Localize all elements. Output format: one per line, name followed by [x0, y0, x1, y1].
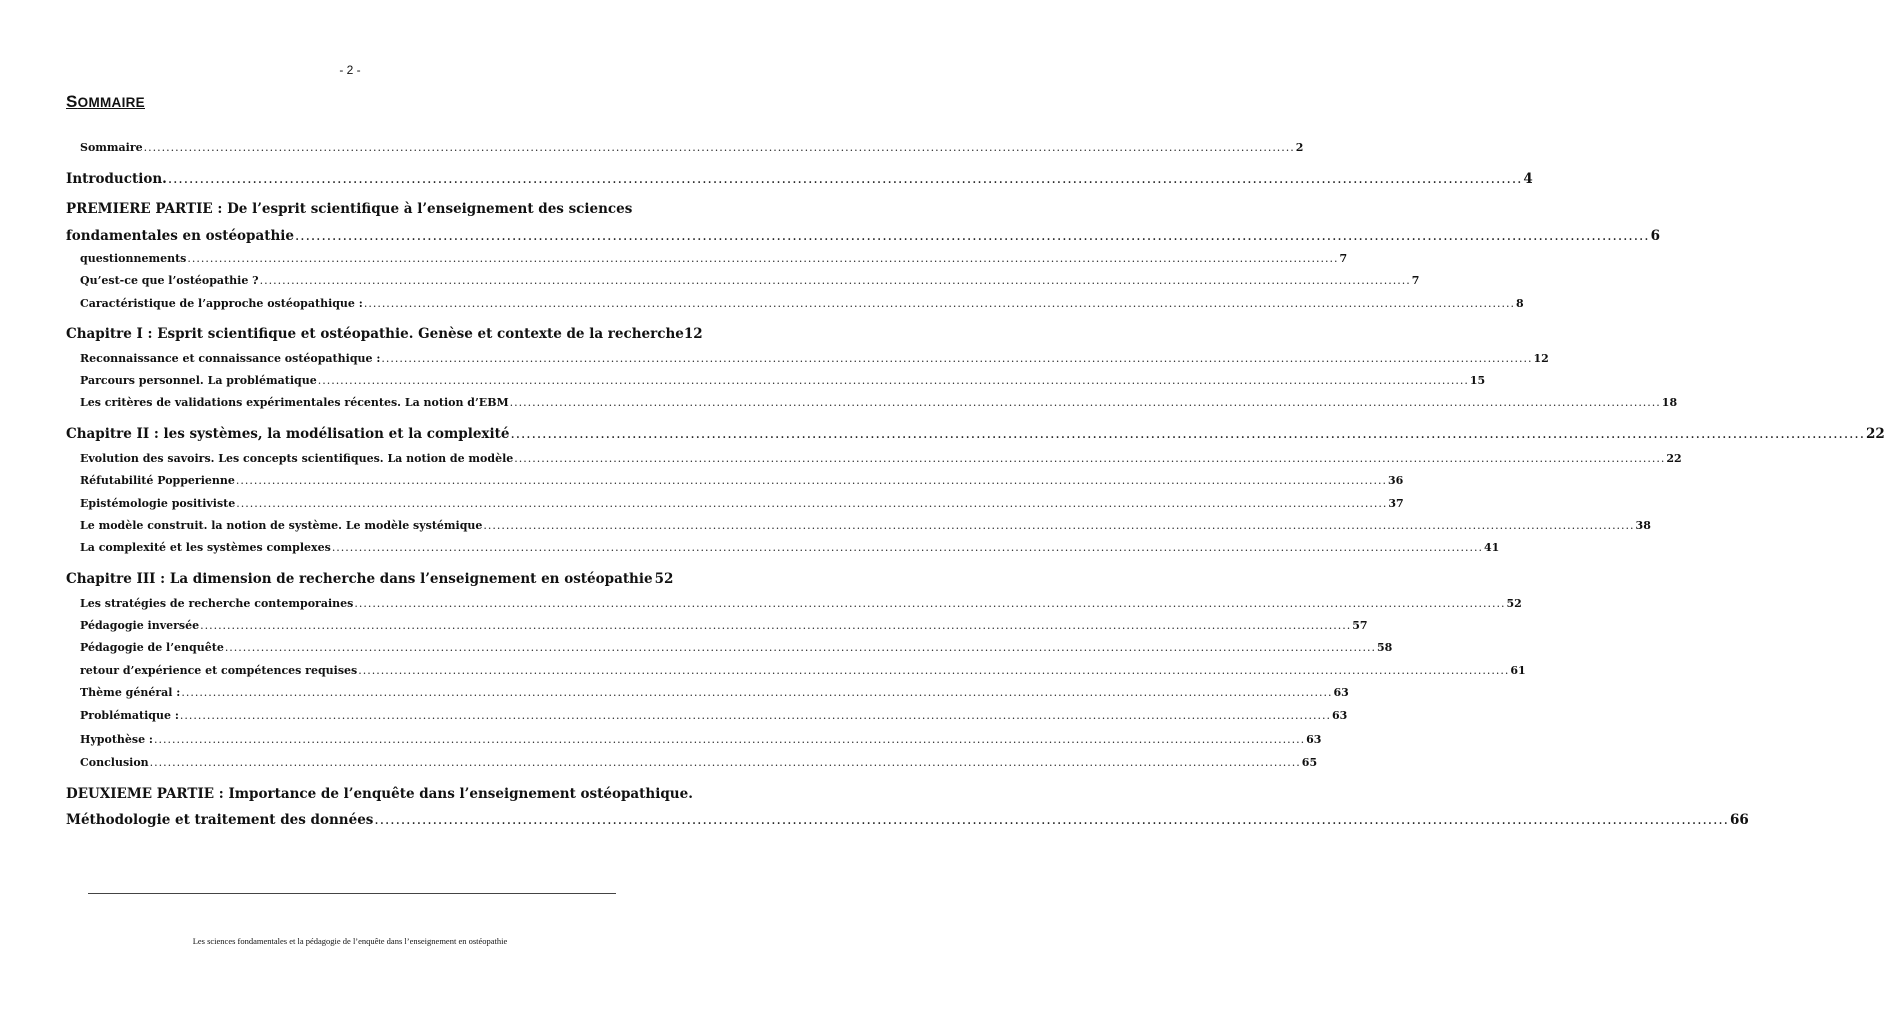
toc-page: 61 — [1510, 664, 1526, 677]
toc-entry[interactable] — [80, 519, 1651, 532]
toc-entry[interactable] — [80, 709, 1348, 722]
title-initial: S — [66, 92, 78, 111]
toc-leader — [180, 709, 1331, 722]
toc-page: 12 — [1533, 352, 1549, 365]
toc-leader — [354, 597, 1505, 610]
toc-leader — [260, 274, 1411, 287]
toc-entry[interactable] — [80, 686, 1349, 699]
toc-label: Introduction. — [66, 171, 167, 187]
toc-page: 66 — [1729, 812, 1749, 828]
toc-label: retour d’expérience et compétences requises — [80, 664, 358, 677]
toc-entry[interactable] — [80, 641, 1393, 654]
toc-label: Les critères de validations expérimentales récentes. La notion d’EBM — [80, 396, 509, 409]
toc-page: 58 — [1376, 641, 1393, 654]
toc-page: 8 — [1515, 297, 1524, 310]
footer-text: Les sciences fondamentales et la pédagogie de l’enquête dans l’enseignement en ostéopathie — [192, 936, 508, 946]
toc-page: 18 — [1661, 396, 1678, 409]
toc-page: 4 — [1523, 171, 1533, 187]
toc-page: 22 — [1866, 426, 1885, 442]
page-number: - 2 - — [339, 63, 361, 77]
toc-page: 7 — [1411, 274, 1420, 287]
toc-entry[interactable] — [80, 733, 1322, 746]
toc-label: Caractéristique de l’approche ostéopathique : — [80, 297, 363, 310]
toc-leader — [295, 228, 1650, 244]
toc-leader — [236, 474, 1387, 487]
toc-leader — [510, 426, 1865, 442]
toc-page: 7 — [1339, 252, 1348, 265]
toc-entry-part2[interactable] — [66, 812, 1749, 828]
toc-page: 2 — [1295, 141, 1304, 154]
toc-leader — [225, 641, 1376, 654]
toc-entry[interactable] — [80, 619, 1368, 632]
toc-label: questionnements — [80, 252, 187, 265]
toc-leader — [144, 141, 1295, 154]
toc-leader — [187, 252, 1338, 265]
toc-label: Réfutabilité Popperienne — [80, 474, 235, 487]
toc-leader — [374, 812, 1729, 828]
toc-page: 63 — [1306, 733, 1322, 746]
toc-label: Problématique : — [80, 709, 179, 722]
toc-page: 63 — [1333, 686, 1349, 699]
toc-page: 6 — [1650, 228, 1660, 244]
toc-entry-chapitre-3[interactable] — [66, 571, 674, 587]
toc-label: Pédagogie de l’enquête — [80, 641, 224, 654]
toc-entry[interactable] — [80, 497, 1404, 510]
toc-page: 52 — [1506, 597, 1522, 610]
toc-page: 41 — [1483, 541, 1500, 554]
toc-entry[interactable] — [80, 396, 1678, 409]
toc-leader — [364, 297, 1515, 310]
toc-label: La complexité et les systèmes complexes — [80, 541, 331, 554]
toc-leader — [381, 352, 1532, 365]
toc-leader — [236, 497, 1387, 510]
toc-entry[interactable] — [80, 297, 1524, 310]
toc-entry[interactable] — [80, 352, 1549, 365]
toc-label: Chapitre III : La dimension de recherche dans l’enseignement en ostéopathie — [66, 571, 653, 587]
toc-page: 36 — [1388, 474, 1404, 487]
toc-part2-heading[interactable]: DEUXIEME PARTIE : Importance de l’enquête dans l’enseignement ostéopathique. — [66, 786, 693, 802]
toc-label: Les stratégies de recherche contemporaines — [80, 597, 354, 610]
toc-part1-heading[interactable]: PREMIERE PARTIE : De l’esprit scientifique à l’enseignement des sciences — [66, 201, 633, 217]
toc-entry[interactable] — [80, 274, 1420, 287]
toc-label: Chapitre I : Esprit scientifique et ostéopathie. Genèse et contexte de la recherche — [66, 326, 684, 342]
toc-entry[interactable] — [80, 541, 1500, 554]
footer-divider — [88, 893, 616, 894]
toc-leader — [514, 452, 1665, 465]
toc-entry[interactable] — [80, 252, 1348, 265]
toc-leader — [154, 733, 1305, 746]
toc-leader — [332, 541, 1483, 554]
toc-label: Sommaire — [80, 141, 143, 154]
toc-label: Evolution des savoirs. Les concepts scientifiques. La notion de modèle — [80, 452, 514, 465]
toc-label: Qu’est-ce que l’ostéopathie ? — [80, 274, 259, 287]
toc-leader — [150, 756, 1301, 769]
toc-label: Epistémologie positiviste — [80, 497, 236, 510]
toc-entry-part1[interactable] — [66, 228, 1660, 244]
title-rest: OMMAIRE — [77, 95, 145, 110]
toc-leader — [318, 374, 1469, 387]
toc-page: 15 — [1469, 374, 1486, 387]
toc-entry-chapitre-2[interactable] — [66, 426, 1885, 442]
toc-page: 65 — [1301, 756, 1318, 769]
toc-label: Hypothèse : — [80, 733, 153, 746]
toc-entry[interactable] — [80, 374, 1486, 387]
toc-label: Chapitre II : les systèmes, la modélisation et la complexité — [66, 426, 510, 442]
toc-leader — [181, 686, 1332, 699]
toc-label: Parcours personnel. La problématique — [80, 374, 317, 387]
toc-leader — [168, 171, 1523, 187]
toc-leader — [200, 619, 1351, 632]
toc-entry[interactable] — [80, 597, 1522, 610]
toc-label: Méthodologie et traitement des données — [66, 812, 374, 828]
toc-page: 38 — [1635, 519, 1651, 532]
toc-label: Le modèle construit. la notion de système. Le modèle systémique — [80, 519, 483, 532]
toc-page: 63 — [1332, 709, 1348, 722]
toc-entry[interactable] — [80, 664, 1526, 677]
toc-label: fondamentales en ostéopathie — [66, 228, 294, 244]
toc-label: Pédagogie inversée — [80, 619, 200, 632]
toc-entry-sommaire[interactable] — [80, 141, 1304, 154]
toc-entry[interactable] — [80, 756, 1318, 769]
toc-page: 22 — [1666, 452, 1682, 465]
toc-label: Conclusion — [80, 756, 149, 769]
toc-entry[interactable] — [80, 452, 1682, 465]
toc-label: Thème général : — [80, 686, 181, 699]
toc-page: 12 — [683, 326, 703, 342]
toc-page: 37 — [1388, 497, 1404, 510]
toc-entry-introduction[interactable] — [66, 171, 1533, 187]
toc-leader — [483, 519, 1634, 532]
page-title — [66, 92, 145, 112]
toc-page: 57 — [1352, 619, 1368, 632]
toc-page: 52 — [654, 571, 674, 587]
toc-label: Reconnaissance et connaissance ostéopathique : — [80, 352, 381, 365]
toc-leader — [358, 664, 1509, 677]
toc-leader — [510, 396, 1661, 409]
toc-entry-chapitre-1[interactable] — [66, 326, 703, 342]
toc-entry[interactable] — [80, 474, 1404, 487]
